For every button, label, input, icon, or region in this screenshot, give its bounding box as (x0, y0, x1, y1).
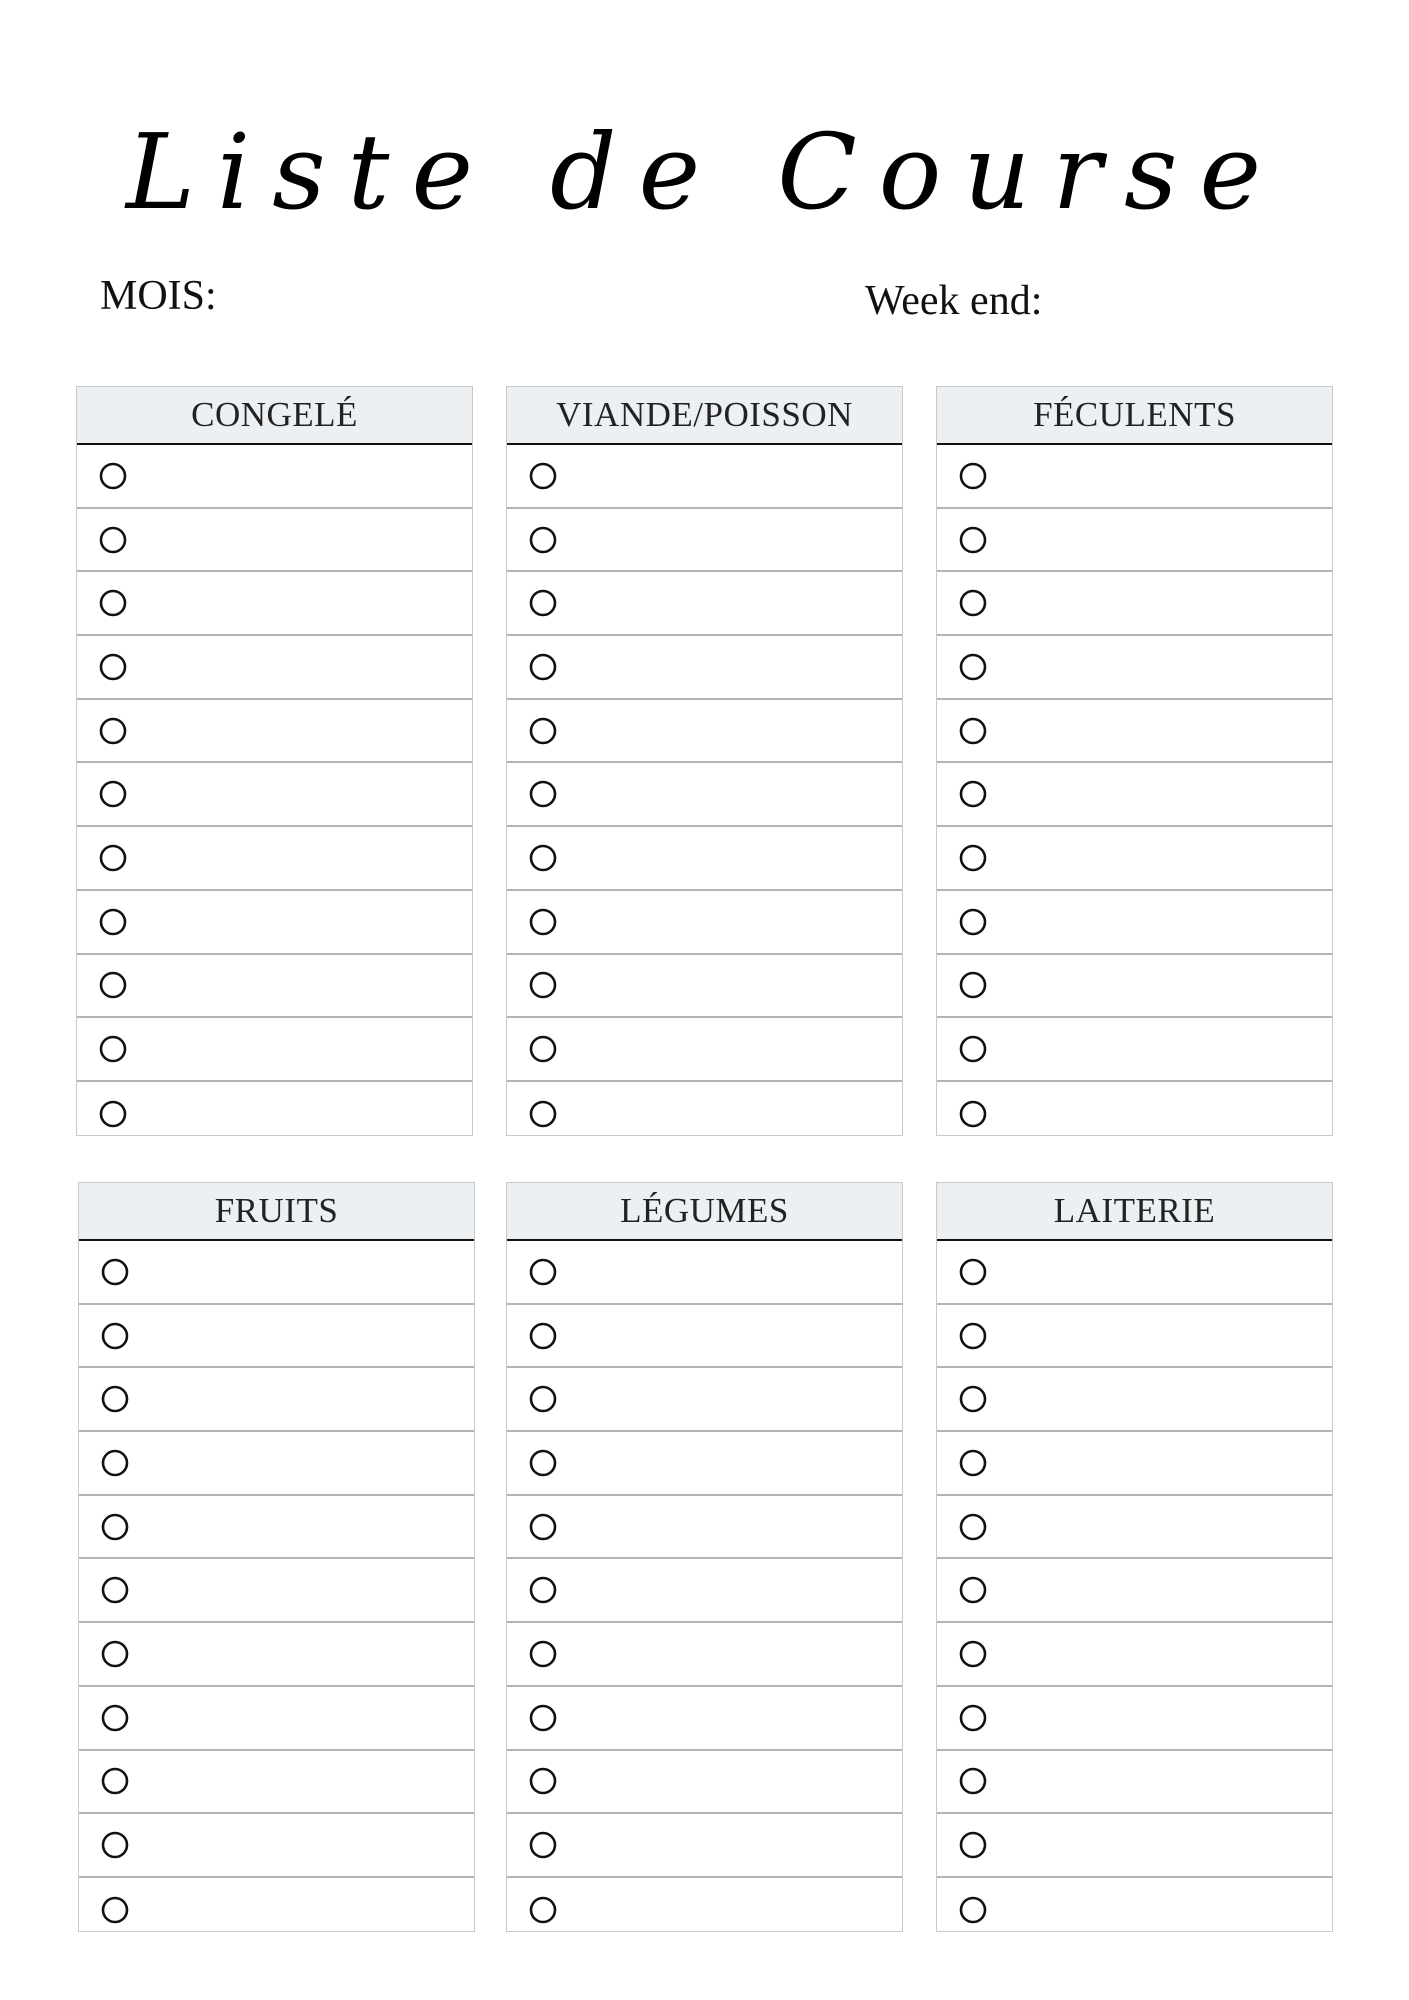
checklist-row[interactable] (77, 572, 472, 636)
checklist-row[interactable] (937, 1305, 1332, 1369)
section-header: FÉCULENTS (937, 387, 1332, 445)
section-legumes (506, 1182, 903, 1932)
checkbox-circle-icon[interactable] (99, 589, 127, 617)
checklist-row[interactable] (937, 1496, 1332, 1560)
checklist-row[interactable] (77, 763, 472, 827)
checklist-row[interactable] (507, 1687, 902, 1751)
checkbox-circle-icon[interactable] (101, 1385, 129, 1413)
checkbox-circle-icon[interactable] (959, 1704, 987, 1732)
checkbox-circle-icon[interactable] (529, 1035, 557, 1063)
checkbox-circle-icon[interactable] (101, 1449, 129, 1477)
checkbox-circle-icon[interactable] (529, 717, 557, 745)
section-header: VIANDE/POISSON (507, 387, 902, 445)
checkbox-circle-icon[interactable] (959, 1576, 987, 1604)
checkbox-circle-icon[interactable] (529, 908, 557, 936)
checkbox-circle-icon[interactable] (959, 589, 987, 617)
checklist-row[interactable] (79, 1687, 474, 1751)
checklist-row[interactable] (937, 1687, 1332, 1751)
checklist-row[interactable] (79, 1878, 474, 1942)
section-fruits (78, 1182, 475, 1932)
checkbox-circle-icon[interactable] (101, 1704, 129, 1732)
checkbox-circle-icon[interactable] (101, 1767, 129, 1795)
section-laiterie (936, 1182, 1333, 1932)
checkbox-circle-icon[interactable] (99, 780, 127, 808)
checklist-row[interactable] (937, 509, 1332, 573)
checklist (77, 445, 472, 1146)
section-header: FRUITS (79, 1183, 474, 1241)
checklist (937, 445, 1332, 1146)
checkbox-circle-icon[interactable] (959, 1513, 987, 1541)
checklist-row[interactable] (937, 1082, 1332, 1146)
checkbox-circle-icon[interactable] (959, 653, 987, 681)
checkbox-circle-icon[interactable] (529, 589, 557, 617)
checklist-row[interactable] (507, 763, 902, 827)
checkbox-circle-icon[interactable] (529, 1449, 557, 1477)
section-feculents (936, 386, 1333, 1136)
checklist-row[interactable] (79, 1241, 474, 1305)
checklist-row[interactable] (77, 1018, 472, 1082)
checklist-row[interactable] (507, 1751, 902, 1815)
checklist-row[interactable] (507, 827, 902, 891)
section-header: CONGELÉ (77, 387, 472, 445)
section-header: LAITERIE (937, 1183, 1332, 1241)
checkbox-circle-icon[interactable] (959, 462, 987, 490)
checklist-row[interactable] (937, 1241, 1332, 1305)
checkbox-circle-icon[interactable] (959, 908, 987, 936)
checkbox-circle-icon[interactable] (959, 1322, 987, 1350)
checklist-row[interactable] (77, 827, 472, 891)
checkbox-circle-icon[interactable] (529, 1258, 557, 1286)
checklist-row[interactable] (507, 1878, 902, 1942)
checkbox-circle-icon[interactable] (959, 717, 987, 745)
checkbox-circle-icon[interactable] (959, 971, 987, 999)
section-header: LÉGUMES (507, 1183, 902, 1241)
checklist-row[interactable] (507, 1559, 902, 1623)
checklist-row[interactable] (77, 1082, 472, 1146)
checklist-row[interactable] (77, 700, 472, 764)
checklist-row[interactable] (79, 1305, 474, 1369)
checkbox-circle-icon[interactable] (99, 1035, 127, 1063)
checklist-row[interactable] (507, 955, 902, 1019)
checklist-row[interactable] (507, 1623, 902, 1687)
checkbox-circle-icon[interactable] (101, 1831, 129, 1859)
checklist-row[interactable] (507, 1241, 902, 1305)
checkbox-circle-icon[interactable] (529, 1576, 557, 1604)
checkbox-circle-icon[interactable] (529, 1831, 557, 1859)
checklist-row[interactable] (79, 1432, 474, 1496)
checkbox-circle-icon[interactable] (101, 1322, 129, 1350)
checklist-row[interactable] (507, 636, 902, 700)
checklist-row[interactable] (507, 700, 902, 764)
checklist (507, 1241, 902, 1942)
checkbox-circle-icon[interactable] (529, 971, 557, 999)
checkbox-circle-icon[interactable] (529, 780, 557, 808)
checkbox-circle-icon[interactable] (101, 1640, 129, 1668)
checkbox-circle-icon[interactable] (529, 1640, 557, 1668)
checklist-row[interactable] (937, 891, 1332, 955)
checklist-row[interactable] (937, 763, 1332, 827)
checklist (507, 445, 902, 1146)
checkbox-circle-icon[interactable] (959, 1385, 987, 1413)
checklist-row[interactable] (507, 1305, 902, 1369)
checkbox-circle-icon[interactable] (99, 908, 127, 936)
checklist-row[interactable] (937, 1368, 1332, 1432)
checkbox-circle-icon[interactable] (99, 971, 127, 999)
section-congele (76, 386, 473, 1136)
checklist-row[interactable] (937, 955, 1332, 1019)
checkbox-circle-icon[interactable] (99, 717, 127, 745)
checkbox-circle-icon[interactable] (959, 844, 987, 872)
checklist-row[interactable] (507, 891, 902, 955)
checklist-row[interactable] (79, 1623, 474, 1687)
checklist-row[interactable] (77, 891, 472, 955)
checklist-row[interactable] (937, 1814, 1332, 1878)
checklist-row[interactable] (507, 1018, 902, 1082)
checkbox-circle-icon[interactable] (959, 1767, 987, 1795)
checkbox-circle-icon[interactable] (101, 1576, 129, 1604)
checkbox-circle-icon[interactable] (101, 1258, 129, 1286)
checkbox-circle-icon[interactable] (959, 1035, 987, 1063)
checkbox-circle-icon[interactable] (529, 526, 557, 554)
checkbox-circle-icon[interactable] (959, 1449, 987, 1477)
checkbox-circle-icon[interactable] (101, 1896, 129, 1924)
checkbox-circle-icon[interactable] (529, 1767, 557, 1795)
checkbox-circle-icon[interactable] (529, 1385, 557, 1413)
checklist-row[interactable] (937, 572, 1332, 636)
checkbox-circle-icon[interactable] (529, 653, 557, 681)
checklist-row[interactable] (79, 1814, 474, 1878)
checkbox-circle-icon[interactable] (959, 526, 987, 554)
checkbox-circle-icon[interactable] (101, 1513, 129, 1541)
checklist-row[interactable] (507, 572, 902, 636)
checklist-row[interactable] (79, 1496, 474, 1560)
checklist-row[interactable] (937, 445, 1332, 509)
checkbox-circle-icon[interactable] (529, 1704, 557, 1732)
checklist-row[interactable] (77, 955, 472, 1019)
checklist-row[interactable] (937, 827, 1332, 891)
checkbox-circle-icon[interactable] (99, 844, 127, 872)
checkbox-circle-icon[interactable] (959, 1100, 987, 1128)
checklist-row[interactable] (507, 1432, 902, 1496)
checklist-row[interactable] (77, 509, 472, 573)
checklist-row[interactable] (937, 700, 1332, 764)
checkbox-circle-icon[interactable] (529, 1896, 557, 1924)
checklist-row[interactable] (507, 509, 902, 573)
checklist-row[interactable] (77, 636, 472, 700)
checkbox-circle-icon[interactable] (959, 1640, 987, 1668)
checklist-row[interactable] (79, 1751, 474, 1815)
checklist-row[interactable] (507, 1814, 902, 1878)
checklist-row[interactable] (77, 445, 472, 509)
checklist-row[interactable] (937, 1878, 1332, 1942)
checkbox-circle-icon[interactable] (529, 1513, 557, 1541)
checklist-row[interactable] (937, 1018, 1332, 1082)
checklist-row[interactable] (937, 1751, 1332, 1815)
checklist (937, 1241, 1332, 1942)
checkbox-circle-icon[interactable] (959, 780, 987, 808)
checkbox-circle-icon[interactable] (959, 1831, 987, 1859)
checkbox-circle-icon[interactable] (529, 844, 557, 872)
checkbox-circle-icon[interactable] (99, 1100, 127, 1128)
checklist-row[interactable] (507, 1368, 902, 1432)
checklist-row[interactable] (937, 1559, 1332, 1623)
checklist (79, 1241, 474, 1942)
weekend-label: Week end: (865, 278, 1043, 324)
checkbox-circle-icon[interactable] (959, 1258, 987, 1286)
page-title: Liste de Course (125, 111, 1284, 233)
checkbox-circle-icon[interactable] (99, 462, 127, 490)
checklist-row[interactable] (937, 1623, 1332, 1687)
checklist-row[interactable] (937, 636, 1332, 700)
checkbox-circle-icon[interactable] (99, 526, 127, 554)
checklist-row[interactable] (507, 1496, 902, 1560)
checkbox-circle-icon[interactable] (959, 1896, 987, 1924)
checklist-row[interactable] (507, 1082, 902, 1146)
checklist-row[interactable] (937, 1432, 1332, 1496)
month-label: MOIS: (100, 273, 217, 319)
checklist-row[interactable] (79, 1559, 474, 1623)
checkbox-circle-icon[interactable] (529, 1322, 557, 1350)
section-viande-poisson (506, 386, 903, 1136)
checklist-row[interactable] (79, 1368, 474, 1432)
checkbox-circle-icon[interactable] (99, 653, 127, 681)
checkbox-circle-icon[interactable] (529, 462, 557, 490)
checklist-row[interactable] (507, 445, 902, 509)
checkbox-circle-icon[interactable] (529, 1100, 557, 1128)
